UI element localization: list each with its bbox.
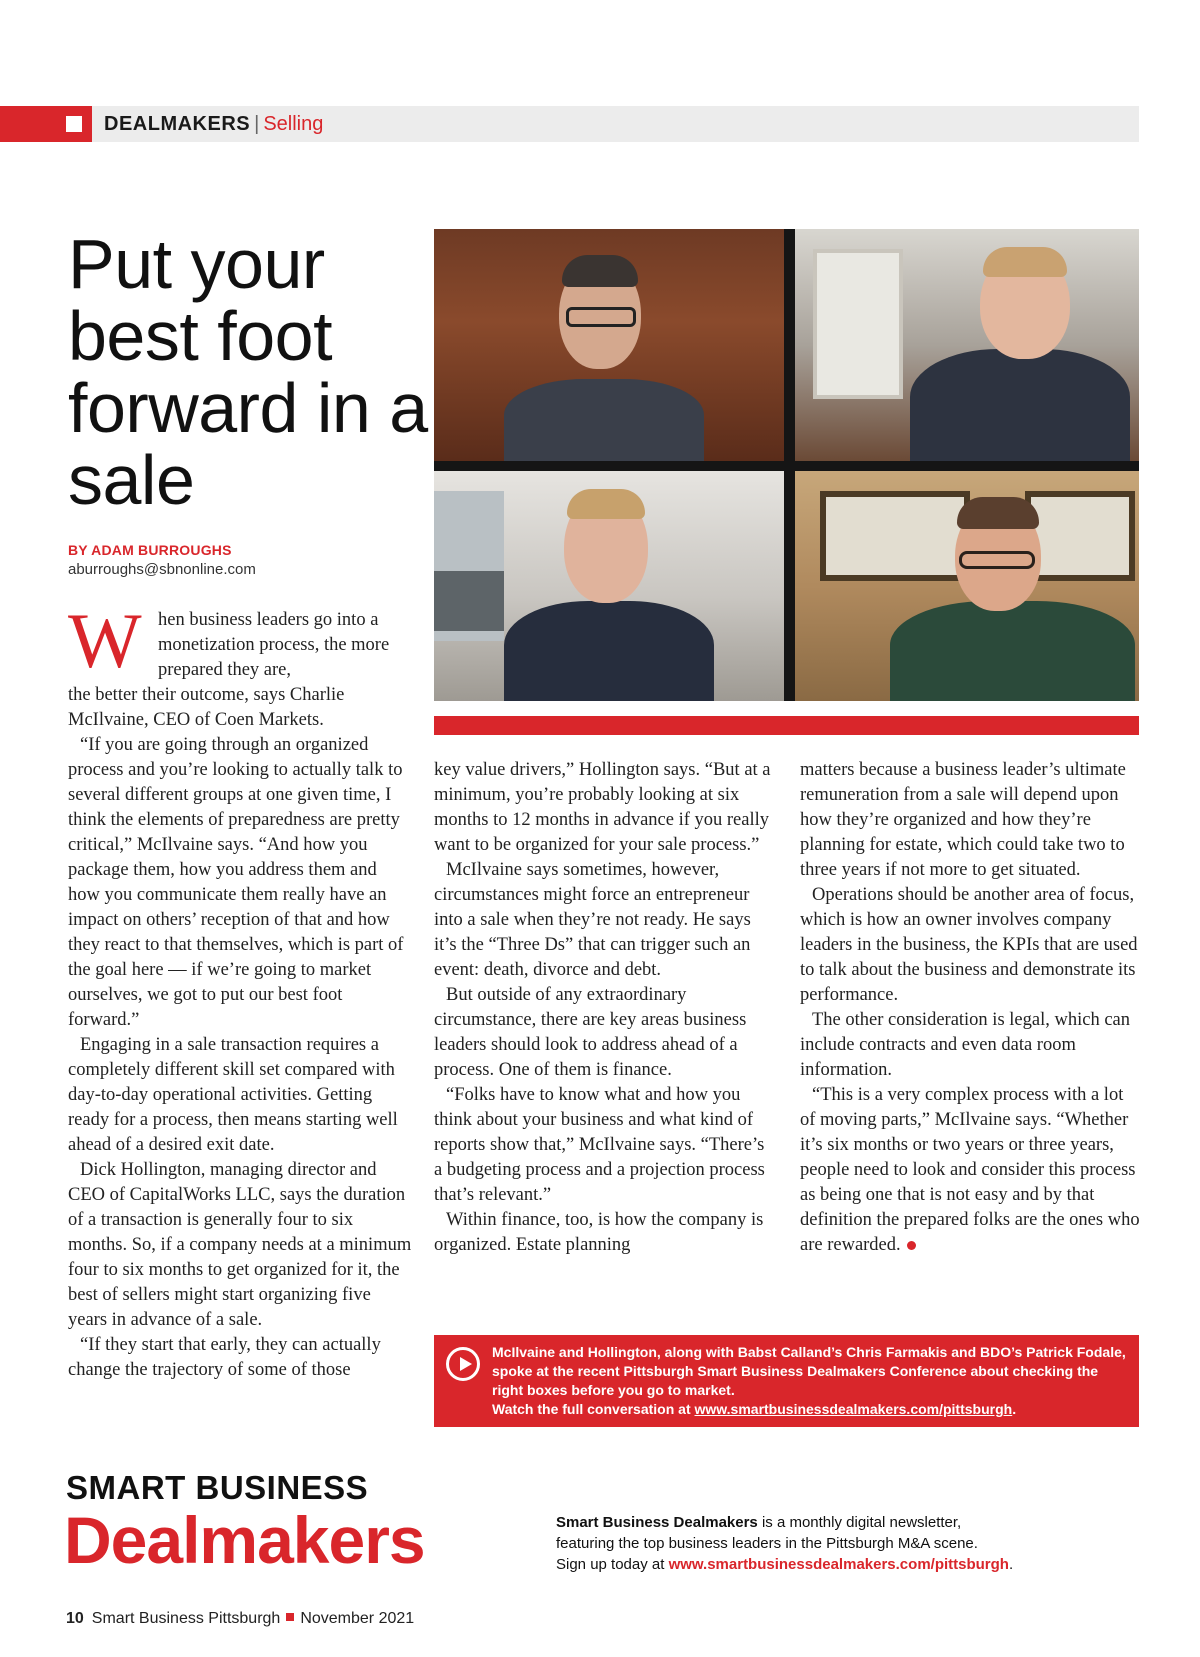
speaker-photo-2 bbox=[795, 229, 1139, 461]
lead-paragraph-rest: the better their outcome, says Charlie McIlvaine, CEO of Coen Markets. bbox=[68, 685, 345, 730]
header-square-icon bbox=[66, 116, 82, 132]
lead-paragraph-start: hen business leaders go into a monetization process, the more prepared they are, bbox=[158, 610, 390, 680]
paragraph: Engaging in a sale transaction requires a completely different skill set compared with day-to-day operational activities. Getting ready for a process, then means starting well ahead of a desired exit date. bbox=[68, 1035, 398, 1155]
article-headline: Put your best foot forward in a sale bbox=[68, 225, 428, 519]
issue-date: November 2021 bbox=[300, 1610, 415, 1627]
play-icon[interactable] bbox=[446, 1347, 480, 1381]
speaker-photo-1 bbox=[434, 229, 784, 461]
paragraph: But outside of any extraordinary circumstance, there are key areas business leaders should look to address ahead of a process. One of them is finance. bbox=[434, 985, 747, 1080]
paragraph: key value drivers,” Hollington says. “But at a minimum, you’re probably looking at six months to 12 months in advance if you really want to be organized for your sale process.” bbox=[434, 760, 771, 855]
paragraph: McIlvaine says sometimes, however, circumstances might force an entrepreneur into a sale when they’re not ready. He says it’s the “Three Ds” that can trigger such an event: death, divorce and debt. bbox=[434, 860, 751, 980]
speaker-photo-3 bbox=[434, 471, 784, 701]
accent-rule bbox=[434, 716, 1139, 735]
paragraph: Operations should be another area of focus, which is how an owner involves company leaders in the business, the KPIs that are used to talk about the business and demonstrate its performance. bbox=[800, 885, 1138, 1005]
speaker-photo-4 bbox=[795, 471, 1139, 701]
article-column-1 bbox=[68, 597, 413, 1383]
header-accent-block bbox=[0, 106, 92, 142]
paragraph: “If you are going through an organized process and you’re looking to actually talk to several different groups at one given time, I think the elements of preparedness are pretty critical,” McIlvaine says. “And how you package them, how you address them and how you communicate them really have an impact on others’ reception of that and how they react to that themselves, which is part of the goal here — if we’re going to market ourselves, we got to put our best foot forward.” bbox=[68, 735, 404, 1030]
callout-description: McIlvaine and Hollington, along with Babst Calland’s Chris Farmakis and BDO’s Patrick Fodale, spoke at the recent Pittsburgh Smart Business Dealmakers Conference about checking the right boxes before you go to market. bbox=[492, 1344, 1126, 1398]
paragraph: Within finance, too, is how the company is organized. Estate planning bbox=[434, 1210, 764, 1255]
newsletter-blurb bbox=[556, 1512, 1116, 1575]
newsletter-text-1: is a monthly digital newsletter, bbox=[757, 1514, 962, 1531]
article-column-2 bbox=[434, 758, 774, 1258]
drop-cap: W bbox=[68, 597, 142, 684]
paragraph: matters because a business leader’s ultimate remuneration from a sale will depend upon how they’re organized and how they’re planning for estate, which could take two to three years if not more to get situated. bbox=[800, 760, 1126, 880]
final-paragraph-text: “This is a very complex process with a lot of moving parts,” McIlvaine says. “Whether it’s six months or two years or three years, people need to look and consider this process as being one that is not easy and by that definition the prepared folks are the ones who are rewarded. bbox=[800, 1085, 1140, 1255]
newsletter-suffix: . bbox=[1008, 1556, 1014, 1573]
masthead-line-1: SMART BUSINESS bbox=[66, 1469, 369, 1506]
callout-watch-prefix: Watch the full conversation at bbox=[492, 1401, 695, 1417]
section-label bbox=[104, 112, 323, 136]
section-name: DEALMAKERS bbox=[104, 113, 251, 135]
page-number: 10 bbox=[66, 1610, 84, 1627]
callout-link-suffix: . bbox=[1012, 1401, 1017, 1417]
section-topic: Selling bbox=[263, 113, 324, 135]
lead-paragraph bbox=[68, 597, 413, 733]
video-callout bbox=[434, 1335, 1139, 1427]
newsletter-text-3: Sign up today at bbox=[556, 1556, 669, 1573]
masthead-logo: Dealmakers bbox=[64, 1503, 425, 1577]
end-mark-icon bbox=[907, 1241, 916, 1250]
page-footer bbox=[66, 1610, 414, 1628]
article-column-3 bbox=[800, 758, 1140, 1258]
newsletter-text-2: featuring the top business leaders in the Pittsburgh M&A scene. bbox=[556, 1535, 978, 1552]
paragraph: Dick Hollington, managing director and CEO of CapitalWorks LLC, says the duration of a transaction is generally four to six months. So, if a company needs at a minimum four to six months to get organized for it, the best of sellers might start organizing five years in advance of a sale. bbox=[68, 1160, 412, 1330]
byline: BY ADAM BURROUGHS bbox=[68, 542, 232, 558]
final-paragraph bbox=[800, 1083, 1140, 1258]
newsletter-link[interactable]: www.smartbusinessdealmakers.com/pittsburgh bbox=[668, 1556, 1009, 1573]
newsletter-brand: Smart Business Dealmakers bbox=[556, 1514, 758, 1531]
video-call-photo bbox=[434, 229, 1139, 701]
publication-name: Smart Business Pittsburgh bbox=[91, 1610, 281, 1627]
paragraph: The other consideration is legal, which can include contracts and even data room information. bbox=[800, 1010, 1130, 1080]
author-email[interactable]: aburroughs@sbnonline.com bbox=[68, 561, 256, 578]
section-separator: | bbox=[254, 113, 260, 135]
callout-link[interactable]: www.smartbusinessdealmakers.com/pittsburgh bbox=[694, 1401, 1013, 1417]
paragraph: “If they start that early, they can actually change the trajectory of some of those bbox=[68, 1335, 381, 1380]
footer-square-icon bbox=[286, 1613, 294, 1621]
paragraph: “Folks have to know what and how you think about your business and what kind of reports show that,” McIlvaine says. “There’s a budgeting process and a projection process that’s relevant.” bbox=[434, 1085, 765, 1205]
callout-text bbox=[492, 1343, 1132, 1419]
section-header-bar bbox=[0, 106, 1139, 142]
